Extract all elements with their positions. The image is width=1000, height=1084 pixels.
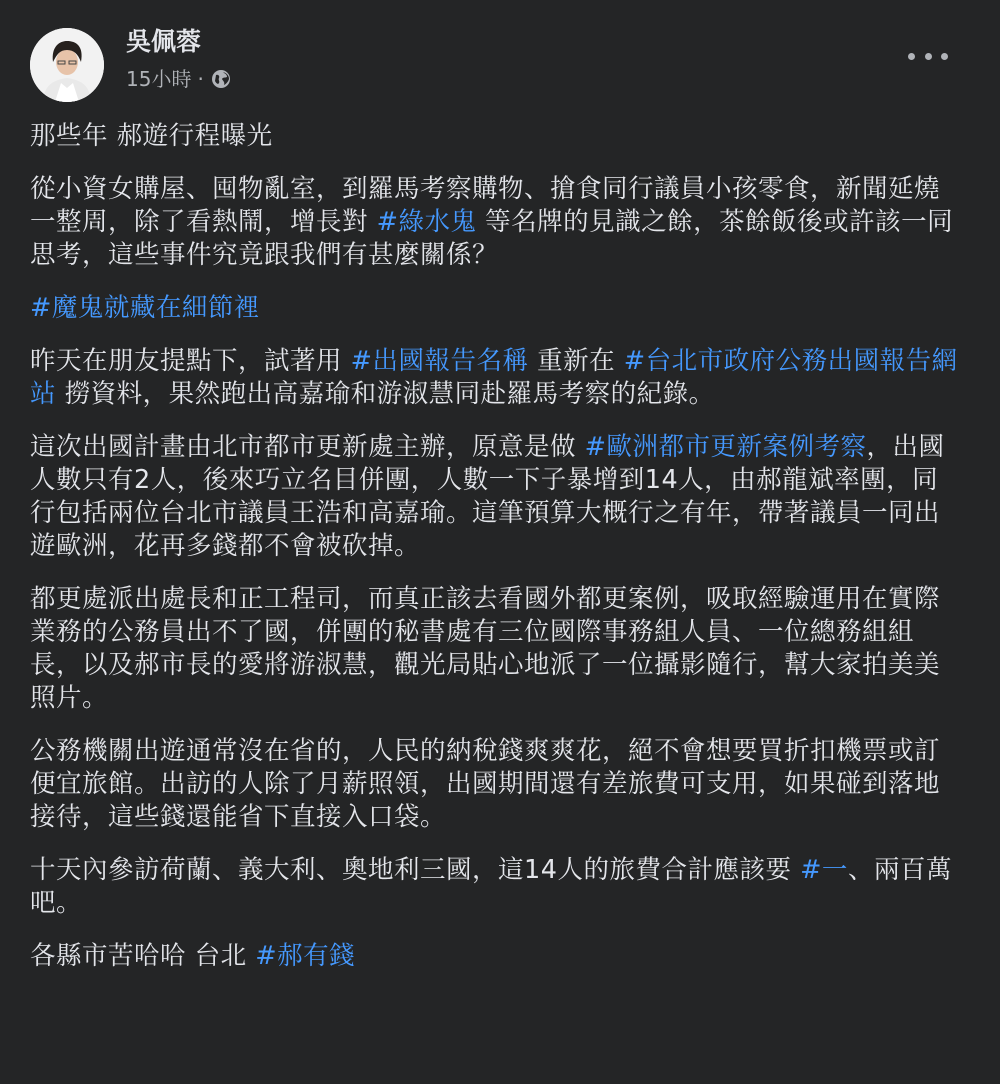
post-text: 各縣市苦哈哈 台北: [30, 941, 256, 971]
post-header: [30, 28, 970, 104]
more-dot: [925, 53, 932, 60]
post-paragraph: [30, 173, 960, 272]
post-paragraph: [30, 583, 960, 715]
more-dot: [941, 53, 948, 60]
avatar[interactable]: [30, 28, 104, 102]
post-text: 這次出國計畫由北市都市更新處主辦，原意是做: [30, 432, 585, 462]
meta-separator: ·: [197, 67, 204, 91]
post-author-name[interactable]: 吳佩蓉: [126, 27, 202, 56]
post-text: 撈資料，果然跑出高嘉瑜和游淑慧同赴羅馬考察的紀錄。: [56, 379, 715, 409]
globe-icon[interactable]: [210, 68, 232, 90]
post-timestamp[interactable]: 15小時: [126, 67, 192, 91]
hashtag-link[interactable]: #台北市政府公務出國報告網站: [30, 346, 958, 409]
post-text: 等名牌的見識之餘，茶餘飯後或許該一同思考，這些事件究竟跟我們有甚麼關係？: [30, 207, 954, 270]
post-text: 從小資女購屋、囤物亂室，到羅馬考察購物、搶食同行議員小孩零食，新聞延燒一整周，除了看熱鬧，增長對: [30, 174, 941, 237]
post-text: 、兩百萬吧。: [30, 855, 952, 918]
post-paragraph: [30, 854, 960, 920]
more-options-icon[interactable]: [908, 46, 948, 66]
post-text: 十天內參訪荷蘭、義大利、奧地利三國，這14人的旅費合計應該要: [30, 855, 801, 885]
post-paragraph: [30, 431, 960, 563]
post-text: ，出國人數只有2人，後來巧立名目併團，人數一下子暴增到14人，由郝龍斌率團，同行包括兩位台北市議員王浩和高嘉瑜。這筆預算大概行之有年，帶著議員一同出遊歐洲，花再多錢都不會被砍掉。: [30, 432, 945, 561]
post-text: 昨天在朋友提點下，試著用: [30, 346, 351, 376]
post-paragraph: [30, 735, 960, 834]
post-text: 公務機關出遊通常沒在省的，人民的納稅錢爽爽花，絕不會想要買折扣機票或訂便宜旅館。出訪的人除了月薪照領，出國期間還有差旅費可支用，如果碰到落地接待，這些錢還能省下直接入口袋。: [30, 736, 941, 832]
hashtag-link[interactable]: #綠水鬼: [376, 207, 477, 237]
post-text: 那些年 郝遊行程曝光: [30, 121, 273, 151]
post-paragraph: [30, 120, 960, 153]
post-paragraph: [30, 940, 960, 973]
post-paragraph: [30, 345, 960, 411]
more-dot: [908, 53, 915, 60]
hashtag-link[interactable]: #魔鬼就藏在細節裡: [30, 293, 260, 323]
post-meta: [126, 66, 232, 92]
post-text: 都更處派出處長和正工程司，而真正該去看國外都更案例，吸取經驗運用在實際業務的公務員出不了國，併團的秘書處有三位國際事務組人員、一位總務組組長，以及郝市長的愛將游淑慧，觀光局貼心地派了一位攝影隨行，幫大家拍美美照片。: [30, 584, 941, 713]
post-body: [30, 120, 960, 993]
hashtag-link[interactable]: #郝有錢: [255, 941, 356, 971]
post-paragraph: [30, 292, 960, 325]
post-text: 重新在: [528, 346, 624, 376]
hashtag-link[interactable]: #歐洲都市更新案例考察: [584, 432, 867, 462]
hashtag-link[interactable]: #出國報告名稱: [350, 346, 529, 376]
hashtag-link[interactable]: #一: [800, 855, 848, 885]
